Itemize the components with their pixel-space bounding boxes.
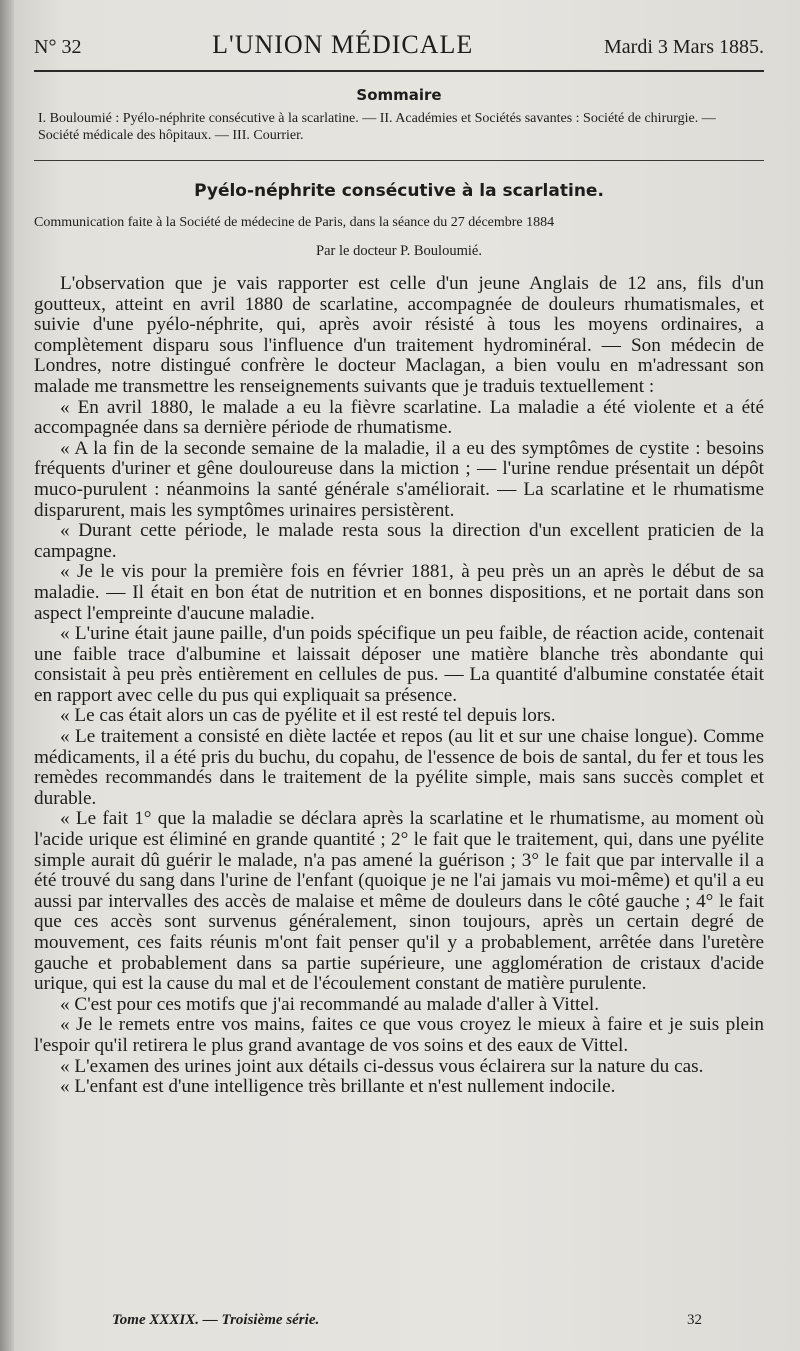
paragraph: « L'examen des urines joint aux détails ci-dessus vous éclairera sur la nature du cas.: [60, 1055, 704, 1077]
article-communication: Communication faite à la Société de médecine de Paris, dans la séance du 27 décembre 1884: [34, 215, 555, 230]
paragraph: « Durant cette période, le malade resta sous la direction d'un excellent praticien de la campagne.: [34, 520, 764, 562]
sommaire-text: I. Bouloumié : Pyélo-néphrite consécutive à la scarlatine. — II. Académies et Sociétés savantes : Société de chirurgie. — Société médicale des hôpitaux. — III. Courrier.: [38, 111, 716, 143]
sommaire-rule: [34, 160, 764, 161]
paragraph: « A la fin de la seconde semaine de la maladie, il a eu des symptômes de cystite : besoins fréquents d'uriner et gêne douloureuse dans la miction ; — l'urine rendue présentait un dépôt muco-purulent : néanmoins la santé générale s'améliorait. — La scarlatine et le rhumatisme disparurent, mais les symptômes urinaires persistèrent.: [34, 437, 764, 521]
paragraph: « L'enfant est d'une intelligence très brillante et n'est nullement indocile.: [60, 1076, 616, 1098]
article-byline: Par le docteur P. Bouloumié.: [316, 243, 482, 259]
paragraph: « Je le vis pour la première fois en février 1881, à peu près un an après le début de sa maladie. — Il était en bon état de nutrition et en bonnes dispositions, et ne portait dans son aspect l'empreinte d'aucune maladie.: [34, 561, 764, 624]
paragraph: « C'est pour ces motifs que j'ai recommandé au malade d'aller à Vittel.: [60, 993, 600, 1015]
sommaire-title: Sommaire: [356, 86, 442, 104]
tome-label: Tome XXXIX. — Troisième série.: [112, 1312, 320, 1328]
page-binding-edge: [0, 0, 14, 1351]
paragraph: « En avril 1880, le malade a eu la fièvre scarlatine. La maladie a été violente et a été accompagnée dans sa dernière période de rhumatisme.: [34, 396, 764, 439]
issue-number: N° 32: [34, 36, 82, 58]
article-body: [34, 274, 764, 1098]
paragraph: « Le cas était alors un cas de pyélite et il est resté tel depuis lors.: [60, 705, 556, 727]
page-footer: [112, 1312, 702, 1329]
page-number: 32: [687, 1312, 702, 1328]
paragraph: « L'urine était jaune paille, d'un poids spécifique un peu faible, de réaction acide, contenait une faible trace d'albumine et laissait déposer une matière blanche très abondante qui consistait à peu près entièrement en cellules de pus. — La quantité d'albumine constatée était en rapport avec celle du pus qui expliquait sa présence.: [34, 623, 764, 706]
issue-date: Mardi 3 Mars 1885.: [604, 36, 764, 58]
header-rule: [34, 70, 764, 72]
journal-title: L'UNION MÉDICALE: [212, 30, 474, 59]
paragraph: « Je le remets entre vos mains, faites ce que vous croyez le mieux à faire et je suis plein l'espoir qu'il retirera le plus grand avantage de vos soins et des eaux de Vittel.: [34, 1014, 764, 1056]
paragraph: L'observation que je vais rapporter est celle d'un jeune Anglais de 12 ans, fils d'un goutteux, atteint en avril 1880 de scarlatine, accompagnée de douleurs rhumatismales, et suivie d'une pyélo-néphrite, qui, après avoir résisté à tous les moyens ordinaires, a complètement disparu sous l'influence d'un traitement hydrominéral. — Son médecin de Londres, notre distingué confrère le docteur Maclagan, a bien voulu en m'adressant son malade me transmettre les renseignements suivants que je traduis textuellement :: [34, 273, 764, 397]
paragraph: « Le traitement a consisté en diète lactée et repos (au lit et sur une chaise longue). Comme médicaments, il a été pris du buchu, du copahu, de l'essence de bois de santal, du fer et tous les remèdes recommandés dans le traitement de la pyélite simple, mais sans succès complet et durable.: [34, 726, 764, 809]
page-header: [34, 0, 764, 66]
paragraph: « Le fait 1° que la maladie se déclara après la scarlatine et le rhumatisme, au moment où l'acide urique est éliminé en grande quantité ; 2° le fait que le traitement, qui, dans une pyélite simple aurait dû guérir le malade, n'a pas amené la guérison ; 3° le fait que par intervalle il a été trouvé du sang dans l'urine de l'enfant (quoique je ne l'ai jamais vu moi-même) et qu'il a eu aussi par intervalles des accès de malaise et même de douleurs dans le côté gauche ; 4° le fait que ces accès sont survenus généralement, sinon toujours, après un certain degré de mouvement, ces faits réunis m'ont fait penser qu'il y a probablement, arrêtée dans l'uretère gauche et probablement dans sa partie supérieure, une agglomération de cristaux d'acide urique, qui est la cause du mal et de l'écoulement constant de matière purulente.: [34, 808, 764, 995]
article-title: Pyélo-néphrite consécutive à la scarlatine.: [194, 181, 604, 201]
